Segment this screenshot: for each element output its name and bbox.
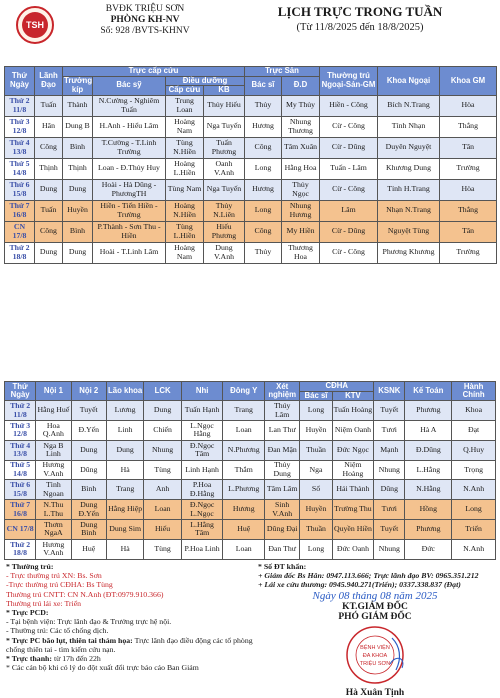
header2-dong-y: Đông Y bbox=[223, 382, 265, 401]
table-cell: P.Thành - Sơn Thu - Hiền bbox=[93, 221, 166, 242]
table-cell: Tuyết bbox=[374, 401, 405, 421]
table-cell: Tùng N.Hiền bbox=[166, 137, 204, 158]
table-cell: Thắm bbox=[223, 460, 265, 480]
header-khoa-ngoai: Khoa Ngoại bbox=[378, 67, 440, 96]
table-cell: Bích N.Trang bbox=[378, 95, 440, 116]
table-cell: Dung bbox=[144, 401, 181, 421]
table-cell: Hiếu bbox=[144, 519, 181, 539]
notes-line: Thường trú CNTT: CN N.Anh (ĐT:0979.910.366) bbox=[6, 589, 164, 599]
table-cell: Thứ 4 13/8 bbox=[5, 440, 36, 460]
table-cell: Thủy Dung bbox=[265, 460, 300, 480]
signer-name: Hà Xuân Tịnh bbox=[345, 688, 405, 698]
table-cell: Tâm Lâm bbox=[265, 480, 300, 500]
notes-heading-pcd: * Trực PCD: bbox=[6, 608, 49, 618]
table-cell: Phương bbox=[405, 519, 452, 539]
table-cell: Công bbox=[35, 137, 63, 158]
table-cell: Hà bbox=[106, 539, 143, 559]
notes-line: * Các cán bộ khi có lý do đột xuất đổi trực báo cáo Ban Giám bbox=[6, 663, 199, 673]
table-cell: Tâm Xuân bbox=[282, 137, 320, 158]
table-cell: Tuấn Phương bbox=[204, 137, 245, 158]
table-cell: Nhạn N.Trang bbox=[378, 200, 440, 221]
table-cell: Thuần bbox=[300, 440, 332, 460]
table-cell: Cừ - Dũng bbox=[320, 221, 378, 242]
org-name: BVĐK TRIỆU SƠN bbox=[105, 4, 185, 14]
table-cell: Hương bbox=[245, 116, 282, 137]
title-block bbox=[235, 4, 485, 33]
table-cell: Tỉnh Nhạn bbox=[378, 116, 440, 137]
header-leader: Lãnh Đạo bbox=[35, 67, 63, 96]
table-cell: Cừ - Dũng bbox=[320, 137, 378, 158]
table-cell: Hà bbox=[106, 460, 143, 480]
table-cell: Mạnh bbox=[374, 440, 405, 460]
contact-line: + Giám đốc Bs Hân: 0947.113.666; Trực lãnh đạo BV: 0965.351.212 bbox=[258, 571, 479, 581]
table-cell: Bình bbox=[71, 480, 106, 500]
organization-block bbox=[60, 4, 230, 37]
table-cell: Dung Sim bbox=[106, 519, 143, 539]
table-cell: Thứ 6 15/8 bbox=[5, 179, 35, 200]
notes-line: Thường trú lái xe: Triển bbox=[6, 598, 82, 608]
table-cell: Đan Thư bbox=[265, 539, 300, 559]
table-cell: Thủy Ngọc bbox=[282, 179, 320, 200]
table-cell: Thứ 6 15/8 bbox=[5, 480, 36, 500]
header2-cdha: CĐHA bbox=[300, 382, 374, 392]
table-cell: Hoài - Hà Dũng - PhươngTH bbox=[93, 179, 166, 200]
table-cell: Nhung bbox=[144, 440, 181, 460]
table-cell: Nga bbox=[300, 460, 332, 480]
table-cell: Khương Dung bbox=[378, 158, 440, 179]
table-cell: Lan Thư bbox=[265, 420, 300, 440]
table-cell: N.Hằng bbox=[405, 480, 452, 500]
table-cell: Nhung Hương bbox=[282, 200, 320, 221]
header2-xet-nghiem: Xét nghiệm bbox=[265, 382, 300, 401]
header2-day: Thứ Ngày bbox=[5, 382, 36, 401]
table-cell: Thứ 7 16/8 bbox=[5, 500, 36, 520]
table-cell: Thương Hoa bbox=[282, 242, 320, 263]
table-row bbox=[5, 137, 497, 158]
table-cell: Trung Loan bbox=[166, 95, 204, 116]
table-cell: Nga Tuyến bbox=[204, 116, 245, 137]
table-cell: Dũng bbox=[71, 460, 106, 480]
header-dd: Đ.D bbox=[282, 76, 320, 95]
header2-noi1: Nội 1 bbox=[36, 382, 71, 401]
department-name: PHÒNG KH-NV bbox=[110, 15, 180, 25]
logo-text: TSH bbox=[22, 12, 48, 38]
table-row bbox=[5, 500, 496, 520]
header-bac-si-san: Bác sĩ bbox=[245, 76, 282, 95]
table-cell: Long bbox=[300, 401, 332, 421]
table-cell: Anh bbox=[144, 480, 181, 500]
table-cell: Hải Thành bbox=[332, 480, 374, 500]
table-cell: T.Cường - T.Linh Trường bbox=[93, 137, 166, 158]
table-cell: Dung V.Anh bbox=[204, 242, 245, 263]
table-cell: Duyên Nguyệt bbox=[378, 137, 440, 158]
table-row bbox=[5, 179, 497, 200]
table-cell: My Hiền bbox=[282, 221, 320, 242]
table-cell: Thứ 3 12/8 bbox=[5, 420, 36, 440]
table-cell: Dung bbox=[106, 440, 143, 460]
table-cell: Hà A bbox=[405, 420, 452, 440]
table2-header bbox=[5, 382, 496, 401]
table-cell: L.Ngọc Hằng bbox=[181, 420, 223, 440]
table-cell: Thúy Lâm bbox=[265, 401, 300, 421]
hospital-logo bbox=[16, 6, 54, 44]
table-cell: Tùng L.Hiền bbox=[166, 221, 204, 242]
table-cell: Đ.Dũng bbox=[405, 440, 452, 460]
table-cell: N.Anh bbox=[452, 539, 496, 559]
date-range: (Từ 11/8/2025 đến 18/8/2025) bbox=[296, 22, 424, 33]
table-row bbox=[5, 200, 497, 221]
header2-noi2: Nội 2 bbox=[71, 382, 106, 401]
table-cell: Đan Mận bbox=[265, 440, 300, 460]
table-cell: Loan bbox=[223, 420, 265, 440]
table-cell: Bình bbox=[63, 137, 93, 158]
table-cell: Sổ bbox=[300, 480, 332, 500]
table-cell: Dung bbox=[63, 242, 93, 263]
header2-bac-si: Bác sĩ bbox=[300, 391, 332, 401]
table-cell: Nguyệt Tùng bbox=[378, 221, 440, 242]
table-row bbox=[5, 95, 497, 116]
table-cell: Dung bbox=[71, 440, 106, 460]
notes-heading-pc-bao-lut: * Trực PC bão lụt, thiên tai thảm họa: bbox=[6, 635, 133, 645]
table-row bbox=[5, 401, 496, 421]
header-day: Thứ Ngày bbox=[5, 67, 35, 96]
table-cell: Thủy Hiếu bbox=[204, 95, 245, 116]
table-cell: Dũng Đại bbox=[265, 519, 300, 539]
table-cell: Nhung bbox=[374, 539, 405, 559]
table-cell: Tuấn bbox=[35, 200, 63, 221]
table-cell: Q.Huy bbox=[452, 440, 496, 460]
notes-line: - Tại bệnh viện: Trực lãnh đạo & Trưởng trực hệ nội. bbox=[6, 617, 172, 627]
table-cell: CN 17/8 bbox=[5, 221, 35, 242]
table-cell: Đức Oanh bbox=[332, 539, 374, 559]
table-cell: Trang bbox=[106, 480, 143, 500]
header-thuong-tru: Thường trú Ngoại-Sản-GM bbox=[320, 67, 378, 96]
table-cell: Thứ 2 11/8 bbox=[5, 401, 36, 421]
emergency-schedule-table bbox=[4, 66, 497, 264]
table-cell: Huyền bbox=[300, 500, 332, 520]
table-cell: Nhung Thương bbox=[282, 116, 320, 137]
table-cell: Huyền bbox=[300, 420, 332, 440]
table-cell: Khoa bbox=[452, 401, 496, 421]
table-cell: Trường Thu bbox=[332, 500, 374, 520]
table-cell: Niệm Oanh bbox=[332, 420, 374, 440]
table-cell: Thành bbox=[63, 95, 93, 116]
table-cell: Linh bbox=[106, 420, 143, 440]
table-cell: Tân bbox=[440, 137, 497, 158]
table-cell: Thơm NgaA bbox=[36, 519, 71, 539]
table-cell: Trường bbox=[440, 158, 497, 179]
table-row bbox=[5, 242, 497, 263]
table-cell: Bình bbox=[63, 221, 93, 242]
table-cell: Cừ - Công bbox=[320, 242, 378, 263]
table-cell: Long bbox=[245, 158, 282, 179]
signature-date: Ngày 08 tháng 08 năm 2025 bbox=[312, 590, 438, 602]
table-cell: Cừ - Công bbox=[320, 179, 378, 200]
table-cell: Hằng Hiệp bbox=[106, 500, 143, 520]
table-cell: Đ.Ngọc Tâm bbox=[181, 440, 223, 460]
header-cap-cuu: Trực cấp cứu bbox=[63, 67, 245, 77]
table-cell: N.Anh bbox=[452, 480, 496, 500]
document-header bbox=[0, 0, 500, 62]
table-cell: Hoài - T.Linh Lâm bbox=[93, 242, 166, 263]
table-cell: Thứ 7 16/8 bbox=[5, 200, 35, 221]
table-cell: Thịnh bbox=[35, 158, 63, 179]
table-cell: L.Hằng Tâm bbox=[181, 519, 223, 539]
header-khoa-gm: Khoa GM bbox=[440, 67, 497, 96]
table-cell: Huyền bbox=[63, 200, 93, 221]
table-cell: Phương bbox=[405, 401, 452, 421]
table-cell: Tuấn - Lâm bbox=[320, 158, 378, 179]
table-cell: Hân bbox=[35, 116, 63, 137]
signature-position-sub: PHÓ GIÁM ĐỐC bbox=[338, 612, 412, 622]
table-cell: Tươi bbox=[374, 420, 405, 440]
table-cell: Dung bbox=[35, 242, 63, 263]
hospital-stamp bbox=[330, 624, 420, 686]
table-row bbox=[5, 221, 497, 242]
svg-text:ĐA KHOA: ĐA KHOA bbox=[362, 653, 388, 659]
table-cell: Tân bbox=[440, 221, 497, 242]
table-cell: Hoàng N.Hiền bbox=[166, 200, 204, 221]
table-cell: Dung B bbox=[63, 116, 93, 137]
header-cap-cuu-sub: Cấp cứu bbox=[166, 86, 204, 96]
table-cell: H.Anh - Hiểu Lâm bbox=[93, 116, 166, 137]
header2-ksnk: KSNK bbox=[374, 382, 405, 401]
header-kb: KB bbox=[204, 86, 245, 96]
table-cell: Long bbox=[300, 539, 332, 559]
table-cell: L.Hằng bbox=[405, 460, 452, 480]
table-cell: Linh Hạnh bbox=[181, 460, 223, 480]
table-cell: Trường bbox=[440, 242, 497, 263]
contact-line: + Lái xe cứu thương: 0945.940.271(Triển); 0337.338.837 (Đạt) bbox=[258, 580, 461, 590]
table-cell: CN 17/8 bbox=[5, 519, 36, 539]
table-cell: Đạt bbox=[452, 420, 496, 440]
table-cell: Oanh V.Anh bbox=[204, 158, 245, 179]
table-row bbox=[5, 519, 496, 539]
table-cell: Loan bbox=[144, 500, 181, 520]
table1-body bbox=[5, 95, 497, 263]
table-cell: Đức Ngọc bbox=[332, 440, 374, 460]
table-cell: Hiếu Phương bbox=[204, 221, 245, 242]
table-cell: Nga Tuyến bbox=[204, 179, 245, 200]
table-cell: Tuấn Hoàng bbox=[332, 401, 374, 421]
table-cell: Hằng Huế bbox=[36, 401, 71, 421]
table-cell: Tươi bbox=[374, 500, 405, 520]
table-cell: Hoàng L.Hiền bbox=[166, 158, 204, 179]
emergency-contacts bbox=[258, 562, 498, 590]
table-cell: Tùng bbox=[144, 460, 181, 480]
header-bac-si: Bác sỹ bbox=[93, 76, 166, 95]
table-cell: Trang bbox=[223, 401, 265, 421]
header2-ke-toan: Kế Toán bbox=[405, 382, 452, 401]
table-cell: Sinh V.Anh bbox=[265, 500, 300, 520]
table-cell: Hương V.Anh bbox=[36, 539, 71, 559]
table-cell: Thứ 4 13/8 bbox=[5, 137, 35, 158]
table2-body bbox=[5, 401, 496, 559]
table-cell: Hương V.Anh bbox=[36, 460, 71, 480]
notes-heading-thuong-tru: * Thường trú: bbox=[6, 562, 54, 571]
contacts-heading: * Số ĐT khẩn: bbox=[258, 562, 307, 571]
notes-line: -Trực thường trú CĐHA: Bs Tùng bbox=[6, 580, 113, 590]
table-cell: Tùng Nam bbox=[166, 179, 204, 200]
header2-ktv: KTV bbox=[332, 391, 374, 401]
table-row bbox=[5, 116, 497, 137]
table-cell: Long bbox=[452, 500, 496, 520]
table-cell: Trọng bbox=[452, 460, 496, 480]
notes-line: - Trực thường trú XN: Bs. Sơn bbox=[6, 571, 102, 581]
header-truc-san: Trực Sản bbox=[245, 67, 320, 77]
table-cell: Hoàng Nam bbox=[166, 116, 204, 137]
table-cell: Hồng bbox=[405, 500, 452, 520]
table-cell: Dung Bình bbox=[71, 519, 106, 539]
table-row bbox=[5, 539, 496, 559]
table-cell: Huệ bbox=[71, 539, 106, 559]
table-cell: Đức bbox=[405, 539, 452, 559]
table-cell: P.Hoa Linh bbox=[181, 539, 223, 559]
table-cell: Loan - Đ.Thủy Huy bbox=[93, 158, 166, 179]
table-row bbox=[5, 440, 496, 460]
svg-text:BỆNH VIỆN: BỆNH VIỆN bbox=[360, 645, 390, 651]
table-cell: Đ.Yến bbox=[71, 420, 106, 440]
table-row bbox=[5, 460, 496, 480]
header2-nhi: Nhi bbox=[181, 382, 223, 401]
table-cell: Hoàng Nam bbox=[166, 242, 204, 263]
signature-block bbox=[270, 590, 480, 698]
table-cell: Hương bbox=[245, 179, 282, 200]
table-cell: N.Thu L.Thu bbox=[36, 500, 71, 520]
table-cell: Tùng bbox=[144, 539, 181, 559]
header2-hanh-chinh: Hành Chính bbox=[452, 382, 496, 401]
notes-block bbox=[6, 562, 256, 672]
table-cell: Triển bbox=[452, 519, 496, 539]
table-cell: Thứ 3 12/8 bbox=[5, 116, 35, 137]
table-cell: Dung Đ.Yến bbox=[71, 500, 106, 520]
table-cell: Thứ 2 11/8 bbox=[5, 95, 35, 116]
table-cell: Thứ 2 18/8 bbox=[5, 539, 36, 559]
table-cell: Công bbox=[245, 221, 282, 242]
table-cell: Hằng Hoa bbox=[282, 158, 320, 179]
table-cell: Thủy bbox=[245, 95, 282, 116]
table-cell: Chiến bbox=[144, 420, 181, 440]
svg-text:TRIỆU SƠN: TRIỆU SƠN bbox=[359, 661, 391, 667]
header2-lck: LCK bbox=[144, 382, 181, 401]
table-cell: Thứ 5 14/8 bbox=[5, 460, 36, 480]
table-cell: Thịnh bbox=[63, 158, 93, 179]
table-cell: Hòa bbox=[440, 179, 497, 200]
table-cell: My Thủy bbox=[282, 95, 320, 116]
department-schedule-table bbox=[4, 381, 496, 560]
document-number: Số: 928 /BVTS-KHNV bbox=[100, 26, 190, 36]
notes-line: Trực lãnh đạo điều động các tổ phòng chống thiên tai - tìm kiếm cứu nạn. bbox=[6, 635, 253, 654]
table-cell: Niệm Hoàng bbox=[332, 460, 374, 480]
table-cell: Hòa bbox=[440, 95, 497, 116]
table-cell: Loan bbox=[223, 539, 265, 559]
table-cell: Thứ 5 14/8 bbox=[5, 158, 35, 179]
table-cell: Tuấn bbox=[35, 95, 63, 116]
table-cell: Thứ 2 18/8 bbox=[5, 242, 35, 263]
table1-header bbox=[5, 67, 497, 96]
header-truong-kip: Trưởng kíp bbox=[64, 76, 93, 94]
table-row bbox=[5, 158, 497, 179]
table-cell: N.Phương bbox=[223, 440, 265, 460]
table-cell: Thuần bbox=[300, 519, 332, 539]
table-cell: Huệ bbox=[223, 519, 265, 539]
table-cell: Tỉnh H.Trang bbox=[378, 179, 440, 200]
table-cell: Công bbox=[245, 137, 282, 158]
table-cell: Hoa Q.Anh bbox=[36, 420, 71, 440]
table-cell: Nhung bbox=[374, 460, 405, 480]
table-cell: Lâm bbox=[320, 200, 378, 221]
table-cell: Thắng bbox=[440, 116, 497, 137]
table-cell: Cừ - Công bbox=[320, 116, 378, 137]
table-cell: L.Phương bbox=[223, 480, 265, 500]
table-cell: Hiền - Công bbox=[320, 95, 378, 116]
table-cell: Đ.Ngọc L.Ngọc bbox=[181, 500, 223, 520]
signature-position: KT.GIÁM ĐỐC bbox=[342, 602, 408, 612]
table-cell: Dung bbox=[63, 179, 93, 200]
table-cell: Tuyết bbox=[374, 519, 405, 539]
table-row bbox=[5, 420, 496, 440]
table-cell: P.Hoa Đ.Hằng bbox=[181, 480, 223, 500]
header-dieu-duong: Điều dưỡng bbox=[166, 76, 245, 86]
table-cell: Thủy N.Liên bbox=[204, 200, 245, 221]
table-cell: Dũng bbox=[374, 480, 405, 500]
table-cell: Tuấn Hạnh bbox=[181, 401, 223, 421]
notes-line: từ 17h đến 22h bbox=[53, 654, 101, 664]
notes-heading-thanh: * Trực thanh: bbox=[6, 654, 52, 664]
notes-line: - Thường trú: Các tổ chống dịch. bbox=[6, 626, 109, 636]
table-cell: N.Cường - Nghiêm Tuấn bbox=[93, 95, 166, 116]
table-cell: Quyền Hiền bbox=[332, 519, 374, 539]
page-title: LỊCH TRỰC TRONG TUẦN bbox=[277, 4, 443, 19]
table-cell: Tình Ngoan bbox=[36, 480, 71, 500]
table-cell: Phương Khương bbox=[378, 242, 440, 263]
table-cell: Tuyết bbox=[71, 401, 106, 421]
table-cell: Hương bbox=[223, 500, 265, 520]
table-cell: Nga B Linh bbox=[36, 440, 71, 460]
table-cell: Công bbox=[35, 221, 63, 242]
table-row bbox=[5, 480, 496, 500]
table-cell: Dung bbox=[35, 179, 63, 200]
header2-lao-khoa: Lão khoa bbox=[106, 382, 143, 401]
table-cell: Hiền - Tiến Hiền - Trường bbox=[93, 200, 166, 221]
table-cell: Long bbox=[245, 200, 282, 221]
table-cell: Thắng bbox=[440, 200, 497, 221]
table-cell: Thủy bbox=[245, 242, 282, 263]
table-cell: Lương bbox=[106, 401, 143, 421]
